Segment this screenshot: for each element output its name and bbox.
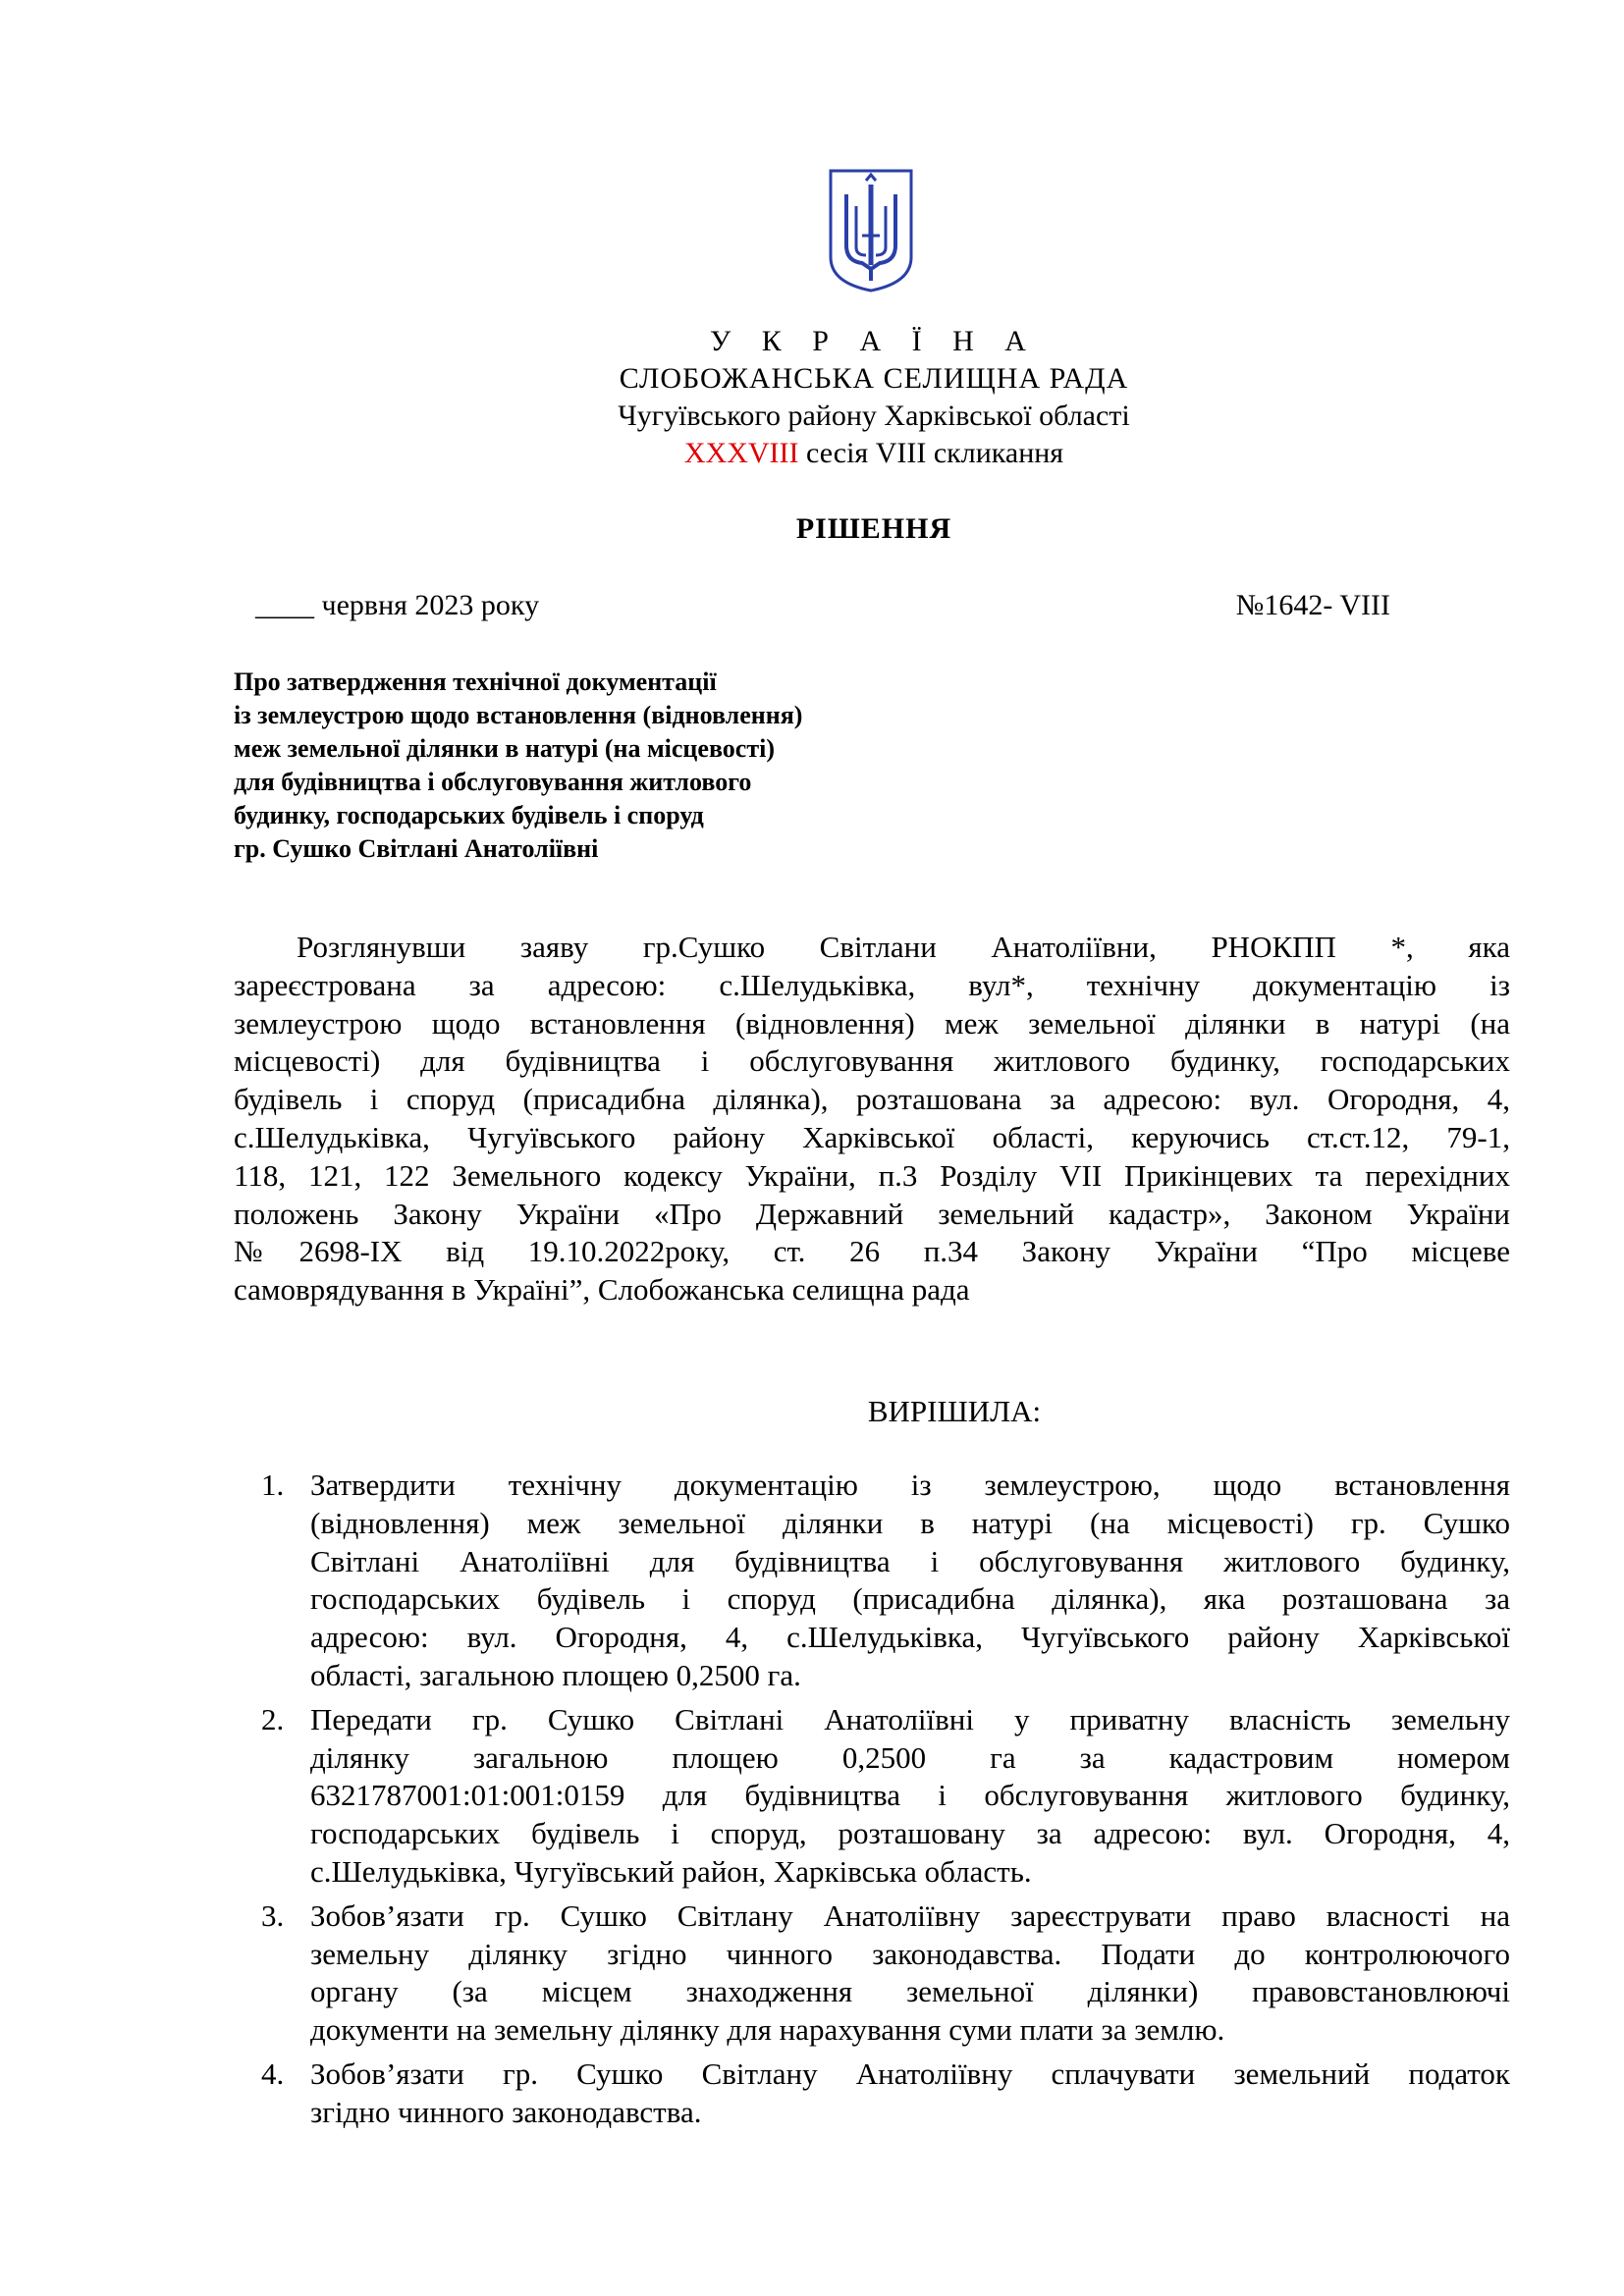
preamble-line: с.Шелудьківка, Чугуївського району Харківської області, керуючись ст.ст.12, 79-1,	[234, 1119, 1510, 1154]
item-line: господарських будівель і споруд, розташовану за адресою: вул. Огородня, 4,	[310, 1816, 1510, 1851]
list-item	[261, 1701, 1510, 1892]
subject-line: гр. Сушко Світлані Анатоліївні	[234, 834, 599, 863]
item-line: Світлані Анатоліївні для будівництва і обслуговування житлового будинку,	[310, 1543, 1510, 1578]
council-name: СЛОБОЖАНСЬКА СЕЛИЩНА РАДА	[619, 362, 1129, 395]
document-title: РІШЕННЯ	[795, 512, 952, 545]
item-line: 6321787001:01:001:0159 для будівництва і обслуговування житлового будинку,	[310, 1778, 1510, 1813]
item-line: Затвердити технічну документацію із землеустрою, щодо встановлення	[310, 1468, 1510, 1502]
subject-line: для будівництва і обслуговування житлового	[234, 768, 752, 796]
decision-number: №1642- VIII	[1235, 589, 1390, 621]
session-number: XXXVIII	[683, 437, 799, 469]
item-line: (відновлення) меж земельної ділянки в натурі (на місцевості) гр. Сушко	[310, 1505, 1510, 1540]
preamble-line: будівель і споруд (присадибна ділянка), розташована за адресою: вул. Огородня, 4,	[234, 1082, 1510, 1117]
preamble-paragraph	[234, 929, 1510, 1309]
item-line: документи на земельну ділянку для нарахування суми плати за землю.	[310, 2012, 1225, 2048]
country-name: У К Р А Ї Н А	[710, 325, 1038, 357]
preamble-line: зареєстрована за адресою: с.Шелудьківка, вул*, технічну документацію із	[234, 967, 1510, 1002]
item-number: 4.	[261, 2056, 285, 2091]
item-line: ділянку загальною площею 0,2500 га за кадастровим номером	[310, 1739, 1510, 1775]
item-number: 1.	[261, 1468, 285, 1502]
district-name: Чугуївського району Харківської області	[618, 400, 1130, 432]
session-text: сесія VIII скликання	[798, 437, 1064, 469]
session-line	[452, 436, 1296, 471]
item-line: Передати гр. Сушко Світлані Анатоліївні у приватну власність земельну	[310, 1701, 1510, 1736]
item-line: згідно чинного законодавства.	[310, 2094, 702, 2129]
item-line: області, загальною площею 0,2500 га.	[310, 1657, 801, 1692]
preamble-line: №2698-IX від 19.10.2022року, ст. 26 п.34 Закону України “Про місцеве	[234, 1234, 1510, 1269]
item-line: Зобов’язати гр. Сушко Світлану Анатоліївну зареєструвати право власності на	[310, 1897, 1510, 1933]
preamble-line: землеустрою щодо встановлення (відновлення) меж земельної ділянки в натурі (на	[234, 1005, 1510, 1041]
item-number: 3.	[261, 1897, 285, 1933]
preamble-line: Розглянувши заяву гр.Сушко Світлани Анатоліївни, РНОКПП *, яка	[297, 930, 1510, 964]
item-line: с.Шелудьківка, Чугуївський район, Харківська область.	[310, 1853, 1032, 1889]
list-item	[261, 2056, 1510, 2132]
list-item	[261, 1467, 1510, 1695]
item-number: 2.	[261, 1701, 285, 1736]
preamble-line: місцевості) для будівництва і обслуговування житлового будинку, господарських	[234, 1043, 1510, 1079]
decided-heading: ВИРІШИЛА:	[867, 1394, 1042, 1428]
coat-of-arms-emblem	[827, 167, 915, 294]
subject-line: Про затвердження технічної документації	[234, 667, 717, 696]
item-line: органу (за місцем знаходження земельної ділянки) правовстановлюючі	[310, 1974, 1510, 2009]
item-line: Зобов’язати гр. Сушко Світлану Анатоліївну сплачувати земельний податок	[310, 2056, 1510, 2091]
decision-subject	[234, 666, 980, 866]
subject-line: будинку, господарських будівель і споруд	[234, 801, 704, 829]
item-line: господарських будівель і споруд (присадибна ділянка), яка розташована за	[310, 1581, 1510, 1617]
preamble-line: самоврядування в Україні”, Слобожанська селищна рада	[234, 1272, 970, 1308]
decision-date: ____ червня 2023 року	[255, 589, 540, 621]
item-line: земельну ділянку згідно чинного законодавства. Подати до контролюючого	[310, 1936, 1510, 1971]
preamble-line: 118, 121, 122 Земельного кодексу України, п.3 Розділу VII Прикінцевих та перехідних	[234, 1157, 1510, 1193]
subject-line: меж земельної ділянки в натурі (на місцевості)	[234, 734, 776, 763]
item-line: адресою: вул. Огородня, 4, с.Шелудьківка, Чугуївського району Харківської	[310, 1620, 1510, 1655]
decision-items-list	[261, 1467, 1510, 2132]
preamble-line: положень Закону України «Про Державний земельний кадастр», Законом України	[234, 1196, 1510, 1231]
subject-line: із землеустрою щодо встановлення (відновлення)	[234, 701, 803, 729]
list-item	[261, 1897, 1510, 2050]
